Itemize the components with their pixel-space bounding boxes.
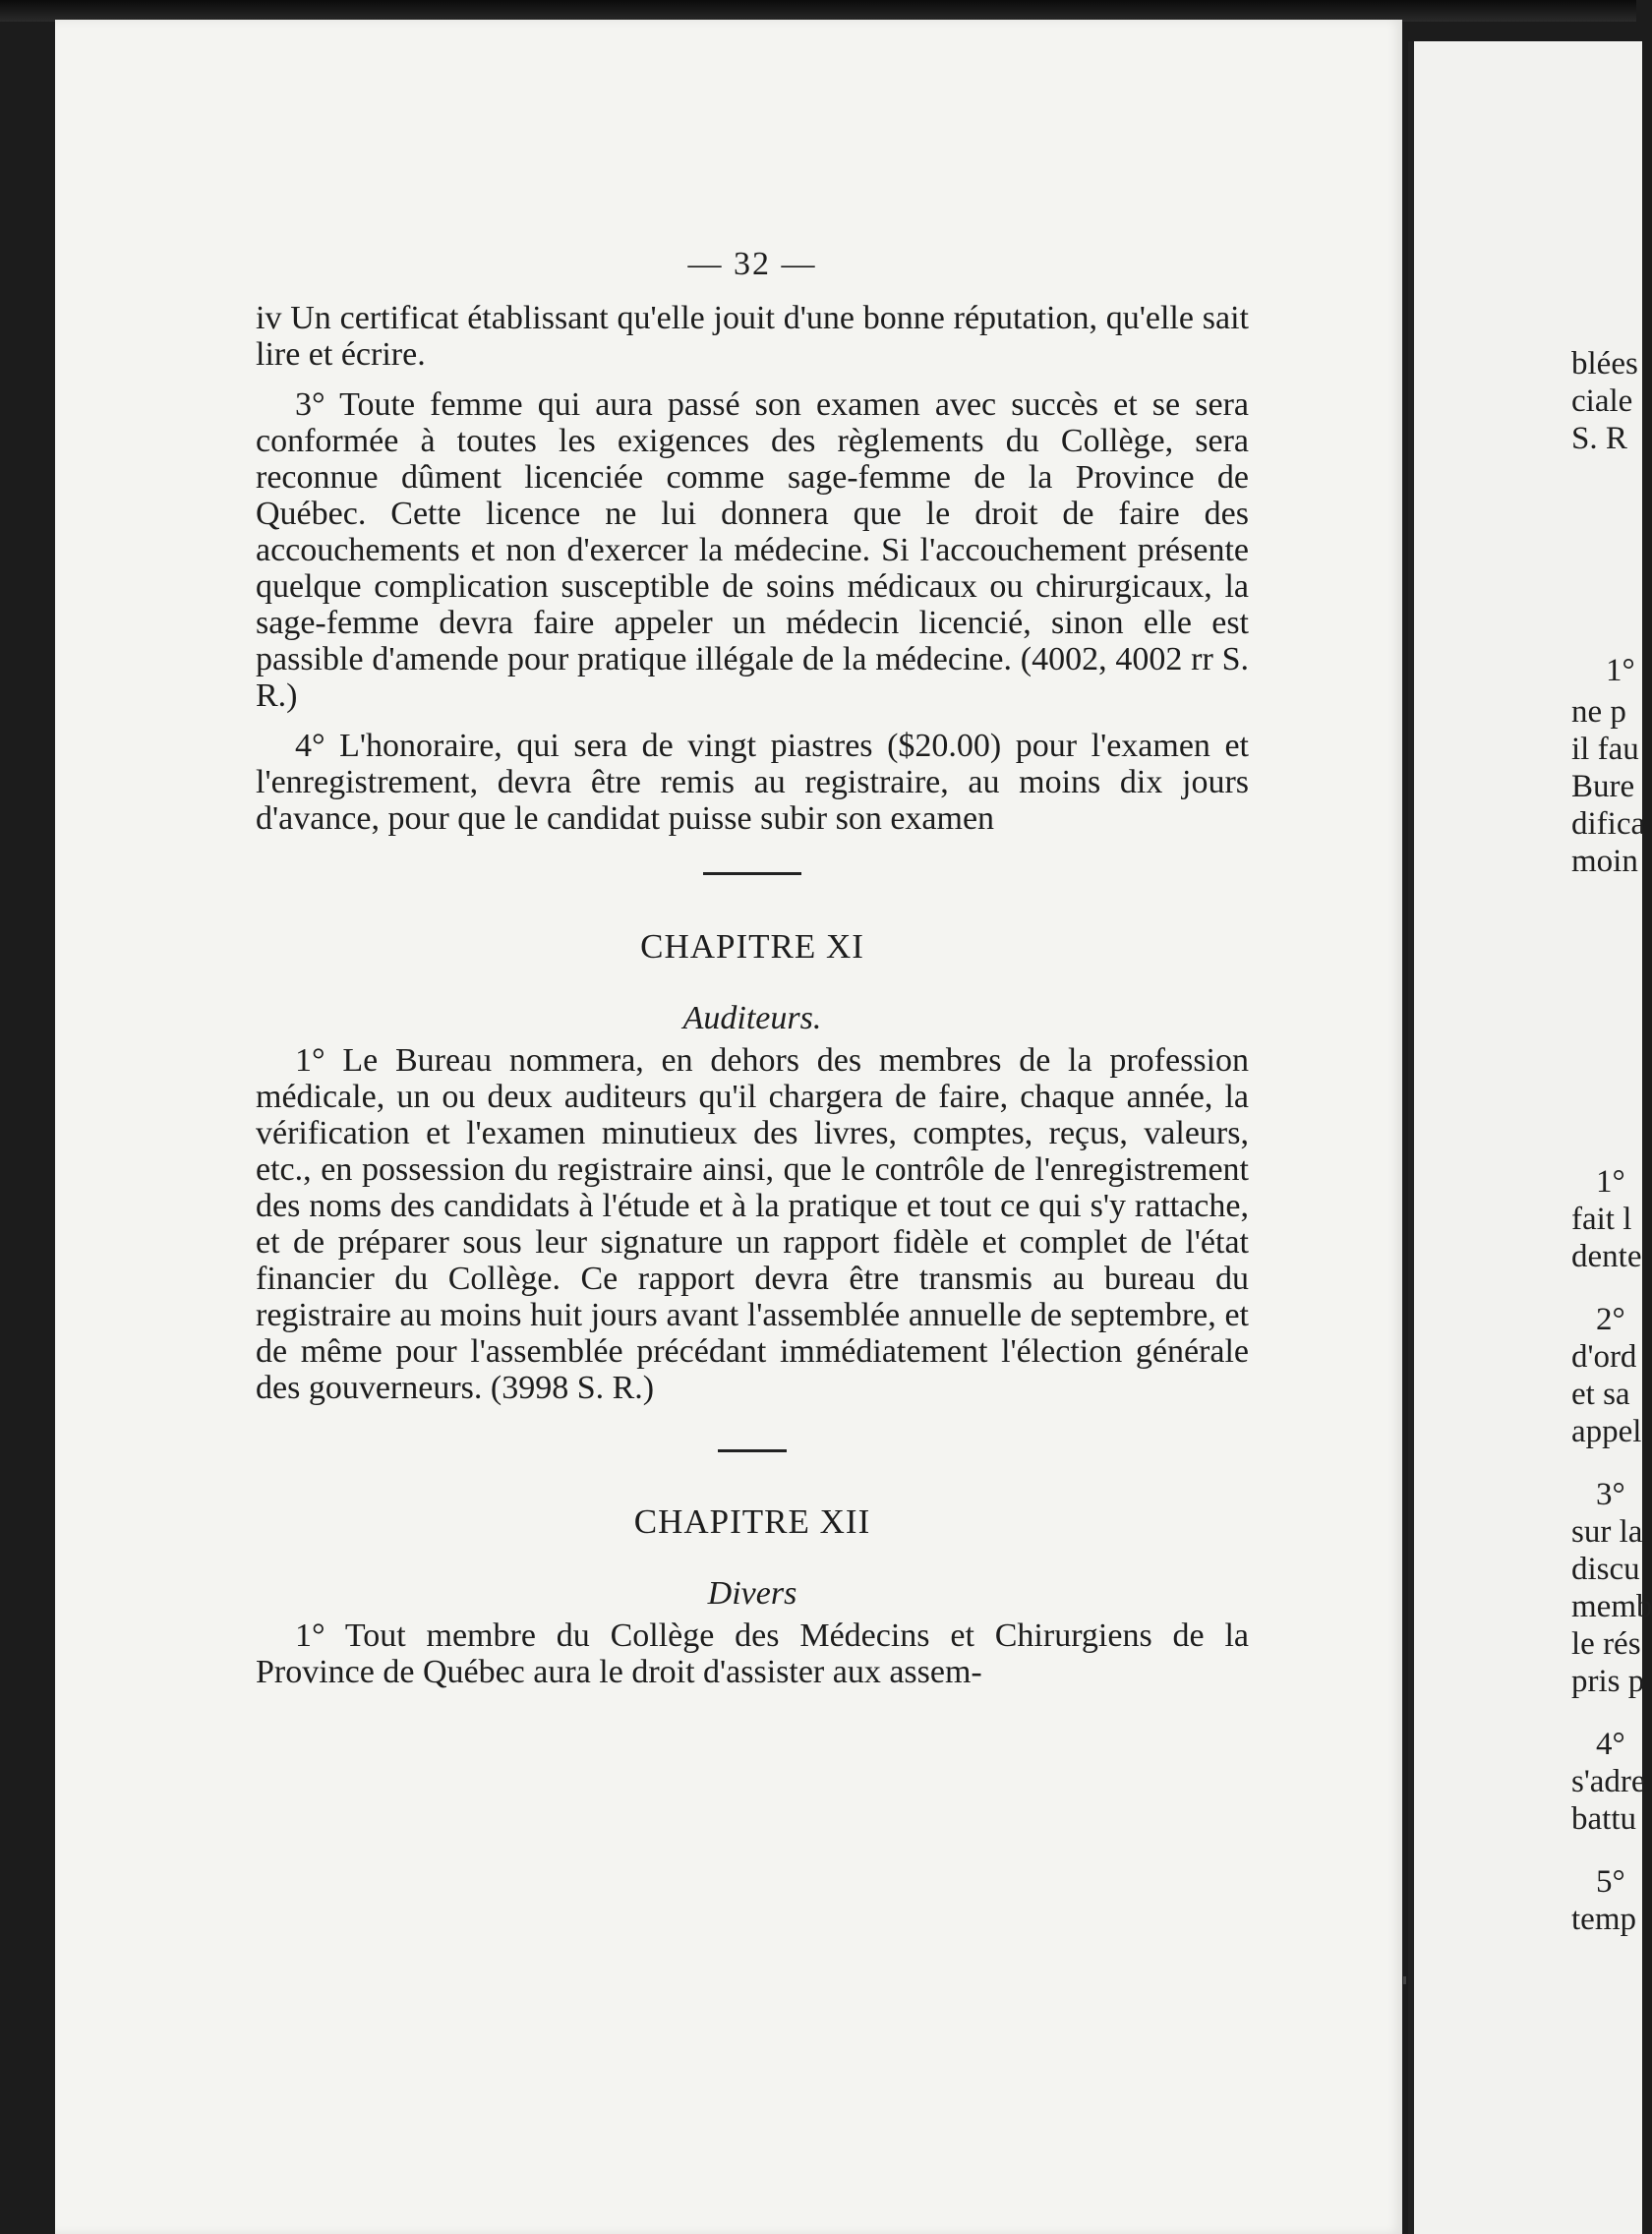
right-page-fragment: appel bbox=[1571, 1414, 1642, 1449]
right-page-fragment: battu bbox=[1571, 1801, 1636, 1837]
right-page-fragment: memb bbox=[1571, 1589, 1652, 1624]
chapter-12-subtitle: Divers bbox=[707, 1575, 797, 1612]
right-page-fragment: blées bbox=[1571, 346, 1638, 382]
right-page-fragment: pris p bbox=[1571, 1664, 1645, 1699]
paragraph-licence: 3° Toute femme qui aura passé son examen avec succès et se sera conformée à toutes les exigences des règlements du Collège, sera reconnue dûment licenciée comme sage-femme de la Province de Québec. Cette licence ne lui donnera que le droit de faire des accouchements et non d'exercer la médecine. Si l'accouchement présente quelque complication susceptible de soins médicaux ou chirurgicaux, la sage-femme devra faire appeler un médecin licencié, sinon elle est passible d'amende pour pratique illégale de la médecine. (4002, 4002 rr S. R.) bbox=[256, 386, 1249, 714]
right-page-fragment: ciale bbox=[1571, 383, 1633, 419]
right-page-fragment: le rés bbox=[1571, 1626, 1641, 1662]
chapter-12-title: CHAPITRE XII bbox=[633, 1502, 871, 1541]
right-page-fragment: 1° bbox=[1596, 1164, 1625, 1200]
right-page-fragment: 4° bbox=[1596, 1727, 1625, 1762]
right-page-fragment: 1° bbox=[1606, 653, 1635, 688]
right-page-fragment: discu bbox=[1571, 1552, 1640, 1587]
right-page-fragment: 2° bbox=[1596, 1302, 1625, 1337]
right-page-fragment: il fau bbox=[1571, 732, 1639, 767]
right-page-fragment: S. R bbox=[1571, 421, 1627, 456]
right-page-fragment: ne p bbox=[1571, 694, 1626, 730]
right-page-fragment: 3° bbox=[1596, 1477, 1625, 1512]
right-page-fragment: fait l bbox=[1571, 1202, 1632, 1237]
left-page-text bbox=[256, 246, 1249, 1704]
paragraph-auditors: 1° Le Bureau nommera, en dehors des membres de la profession médicale, un ou deux auditeurs qu'il chargera de faire, chaque année, la vérification et l'examen minutieux des livres, comptes, reçus, valeurs, etc., en possession du registraire ainsi, que le contrôle de l'enregistrement des noms des candidats à l'étude et à la pratique et tout ce qui s'y rattache, et de préparer sous leur signature un rapport fidèle et complet de l'état financier du Collège. Ce rapport devra être transmis au bureau du registraire au moins huit jours avant l'assemblée annuelle de septembre, et de même pour l'assemblée précédant immédiatement l'élection générale des gouverneurs. (3998 S. R.) bbox=[256, 1042, 1249, 1406]
chapter-11-title: CHAPITRE XI bbox=[640, 927, 864, 966]
right-page-fragment: moin bbox=[1571, 844, 1638, 879]
right-page-fragment: temp bbox=[1571, 1902, 1636, 1937]
paragraph-members: 1° Tout membre du Collège des Médecins et Chirurgiens de la Province de Québec aura le droit d'assister aux assem- bbox=[256, 1617, 1249, 1690]
right-page-fragment: dente bbox=[1571, 1239, 1642, 1274]
paragraph-fee: 4° L'honoraire, qui sera de vingt piastres ($20.00) pour l'examen et l'enregistrement, devra être remis au registraire, au moins dix jours d'avance, pour que le candidat puisse subir son examen bbox=[256, 728, 1249, 837]
right-page bbox=[1408, 41, 1652, 2234]
paragraph-certificate: iv Un certificat établissant qu'elle jouit d'une bonne réputation, qu'elle sait lire et écrire. bbox=[256, 300, 1249, 373]
right-page-fragment: sur la bbox=[1571, 1514, 1643, 1550]
section-divider bbox=[718, 1449, 787, 1452]
page-number: — 32 — bbox=[687, 246, 817, 282]
right-page-fragment: 5° bbox=[1596, 1864, 1625, 1900]
right-page-fragment: et sa bbox=[1571, 1377, 1630, 1412]
chapter-11-subtitle: Auditeurs. bbox=[682, 1000, 822, 1036]
section-divider bbox=[703, 872, 801, 875]
right-page-fragment: difica bbox=[1571, 806, 1646, 842]
right-page-fragment: Bure bbox=[1571, 769, 1635, 804]
right-page-fragment: s'adre bbox=[1571, 1764, 1646, 1799]
scan-speck bbox=[1403, 1976, 1406, 1984]
right-page-fragment: d'ord bbox=[1571, 1339, 1637, 1375]
scan-top-edge bbox=[0, 0, 1636, 22]
